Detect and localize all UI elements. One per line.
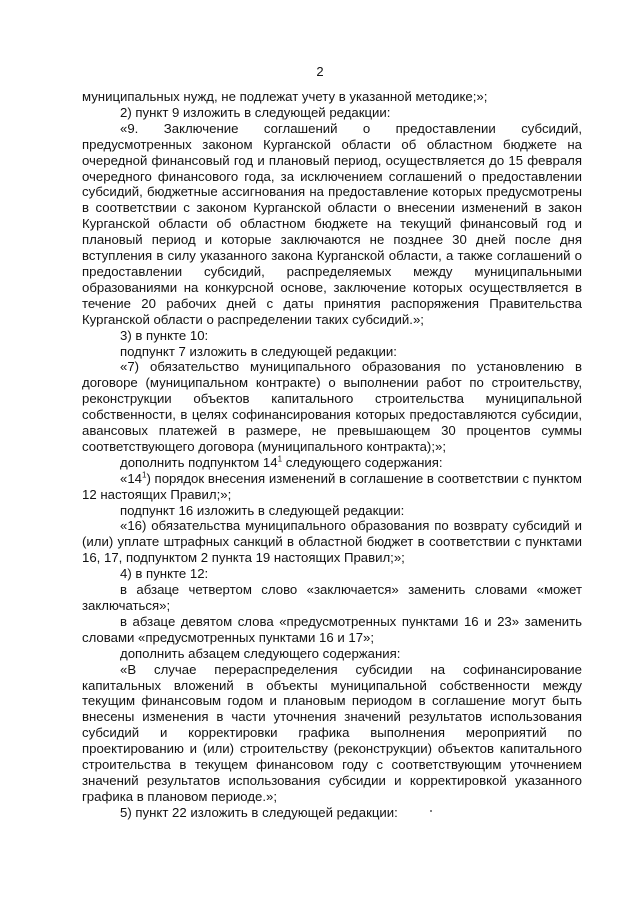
paragraph-text-continued: следующего содержания: [282,454,443,470]
paragraph-text: подпункт 16 изложить в следующей редакции: [120,502,405,518]
paragraph-text: 5) пункт 22 изложить в следующей редакции: [120,804,398,820]
paragraph [82,503,582,519]
paragraph [82,662,582,805]
page-number: 2 [316,64,324,79]
paragraph-text: «9. Заключение соглашений о предоставлении субсидий, предусмотренных законом Курганской области об областном бюджете на очередной финансовый год и плановый период, осуществляется до 15 февраля очередного финансового года, за исключением соглашений о предоставлении субсидий, бюджетные ассигнования на предоставление которых предусмотрены в соответствии с законом Курганской области о внесении изменений в закон Курганской области об областном бюджете на текущий финансовый год и плановый период и которые заключаются не позднее 30 дней после дня вступления в силу указанного закона Курганской области, а также соглашений о предоставлении субсидий, распределяемых между муниципальными образованиями на конкурсной основе, заключение которых осуществляется в течение 20 рабочих дней с даты принятия распоряжения Правительства Курганской области о распределении таких субсидий.»; [82,120,582,327]
scan-speck [430,810,432,812]
paragraph [82,582,582,614]
paragraph-text: 4) в пункте 12: [120,566,209,582]
superscript-index: 1 [277,454,283,464]
paragraph [82,518,582,566]
paragraph [82,805,582,821]
paragraph [82,646,582,662]
paragraph-text: «7) обязательство муниципального образования по установлению в договоре (муниципальном контракте) о выполнении работ по строительству, реконструкции объектов капитального строительства муниципальной собственности, в целях софинансирования которых предоставляются субсидии, авансовых платежей в размере, не превышающем 30 процентов суммы соответствующего договора (муниципального контракта);»; [82,359,582,454]
paragraph [82,344,582,360]
document-body [82,89,582,821]
paragraph-text: подпункт 7 изложить в следующей редакции: [120,343,397,359]
paragraph-text: «14 [120,470,143,486]
paragraph [82,614,582,646]
paragraph [82,121,582,328]
paragraph [82,328,582,344]
paragraph-text: 2) пункт 9 изложить в следующей редакции: [120,104,391,120]
paragraph [82,89,582,105]
paragraph [82,471,582,503]
paragraph-text: «В случае перераспределения субсидии на софинансирование капитальных вложений в объекты муниципальной собственности между текущим финансовым годом и плановым периодом в соглашение могут быть внесены изменения в части уточнения значений результатов использования субсидий и корректировки графика выполнения мероприятий по проектированию и (или) строительству (реконструкции) объектов капитального строительства в текущем финансовом году с соответствующим уточнением значений результатов использования субсидии и корректировкой указанного графика в плановом периоде.»; [82,661,582,804]
paragraph-text-continued: ) порядок внесения изменений в соглашение в соответствии с пунктом 12 настоящих Правил;»; [82,470,582,502]
paragraph-text: 3) в пункте 10: [120,327,209,343]
paragraph-text: дополнить подпунктом 14 [120,454,278,470]
paragraph-text: в абзаце четвертом слово «заключается» заменить словами «может заключаться»; [82,582,582,613]
paragraph-text: муниципальных нужд, не подлежат учету в указанной методике;»; [82,89,488,104]
paragraph-text: «16) обязательства муниципального образования по возврату субсидий и (или) уплате штрафных санкций в областной бюджет в соответствии с пунктами 16, 17, подпунктом 2 пункта 19 настоящих Правил;»; [82,518,582,566]
paragraph [82,566,582,582]
paragraph-text: дополнить абзацем следующего содержания: [120,645,401,661]
paragraph-text: в абзаце девятом слова «предусмотренных пунктами 16 и 23» заменить словами «предусмотренных пунктами 16 и 17»; [82,613,582,645]
paragraph [82,359,582,454]
paragraph [82,455,582,471]
paragraph [82,105,582,121]
superscript-index: 1 [142,470,147,480]
